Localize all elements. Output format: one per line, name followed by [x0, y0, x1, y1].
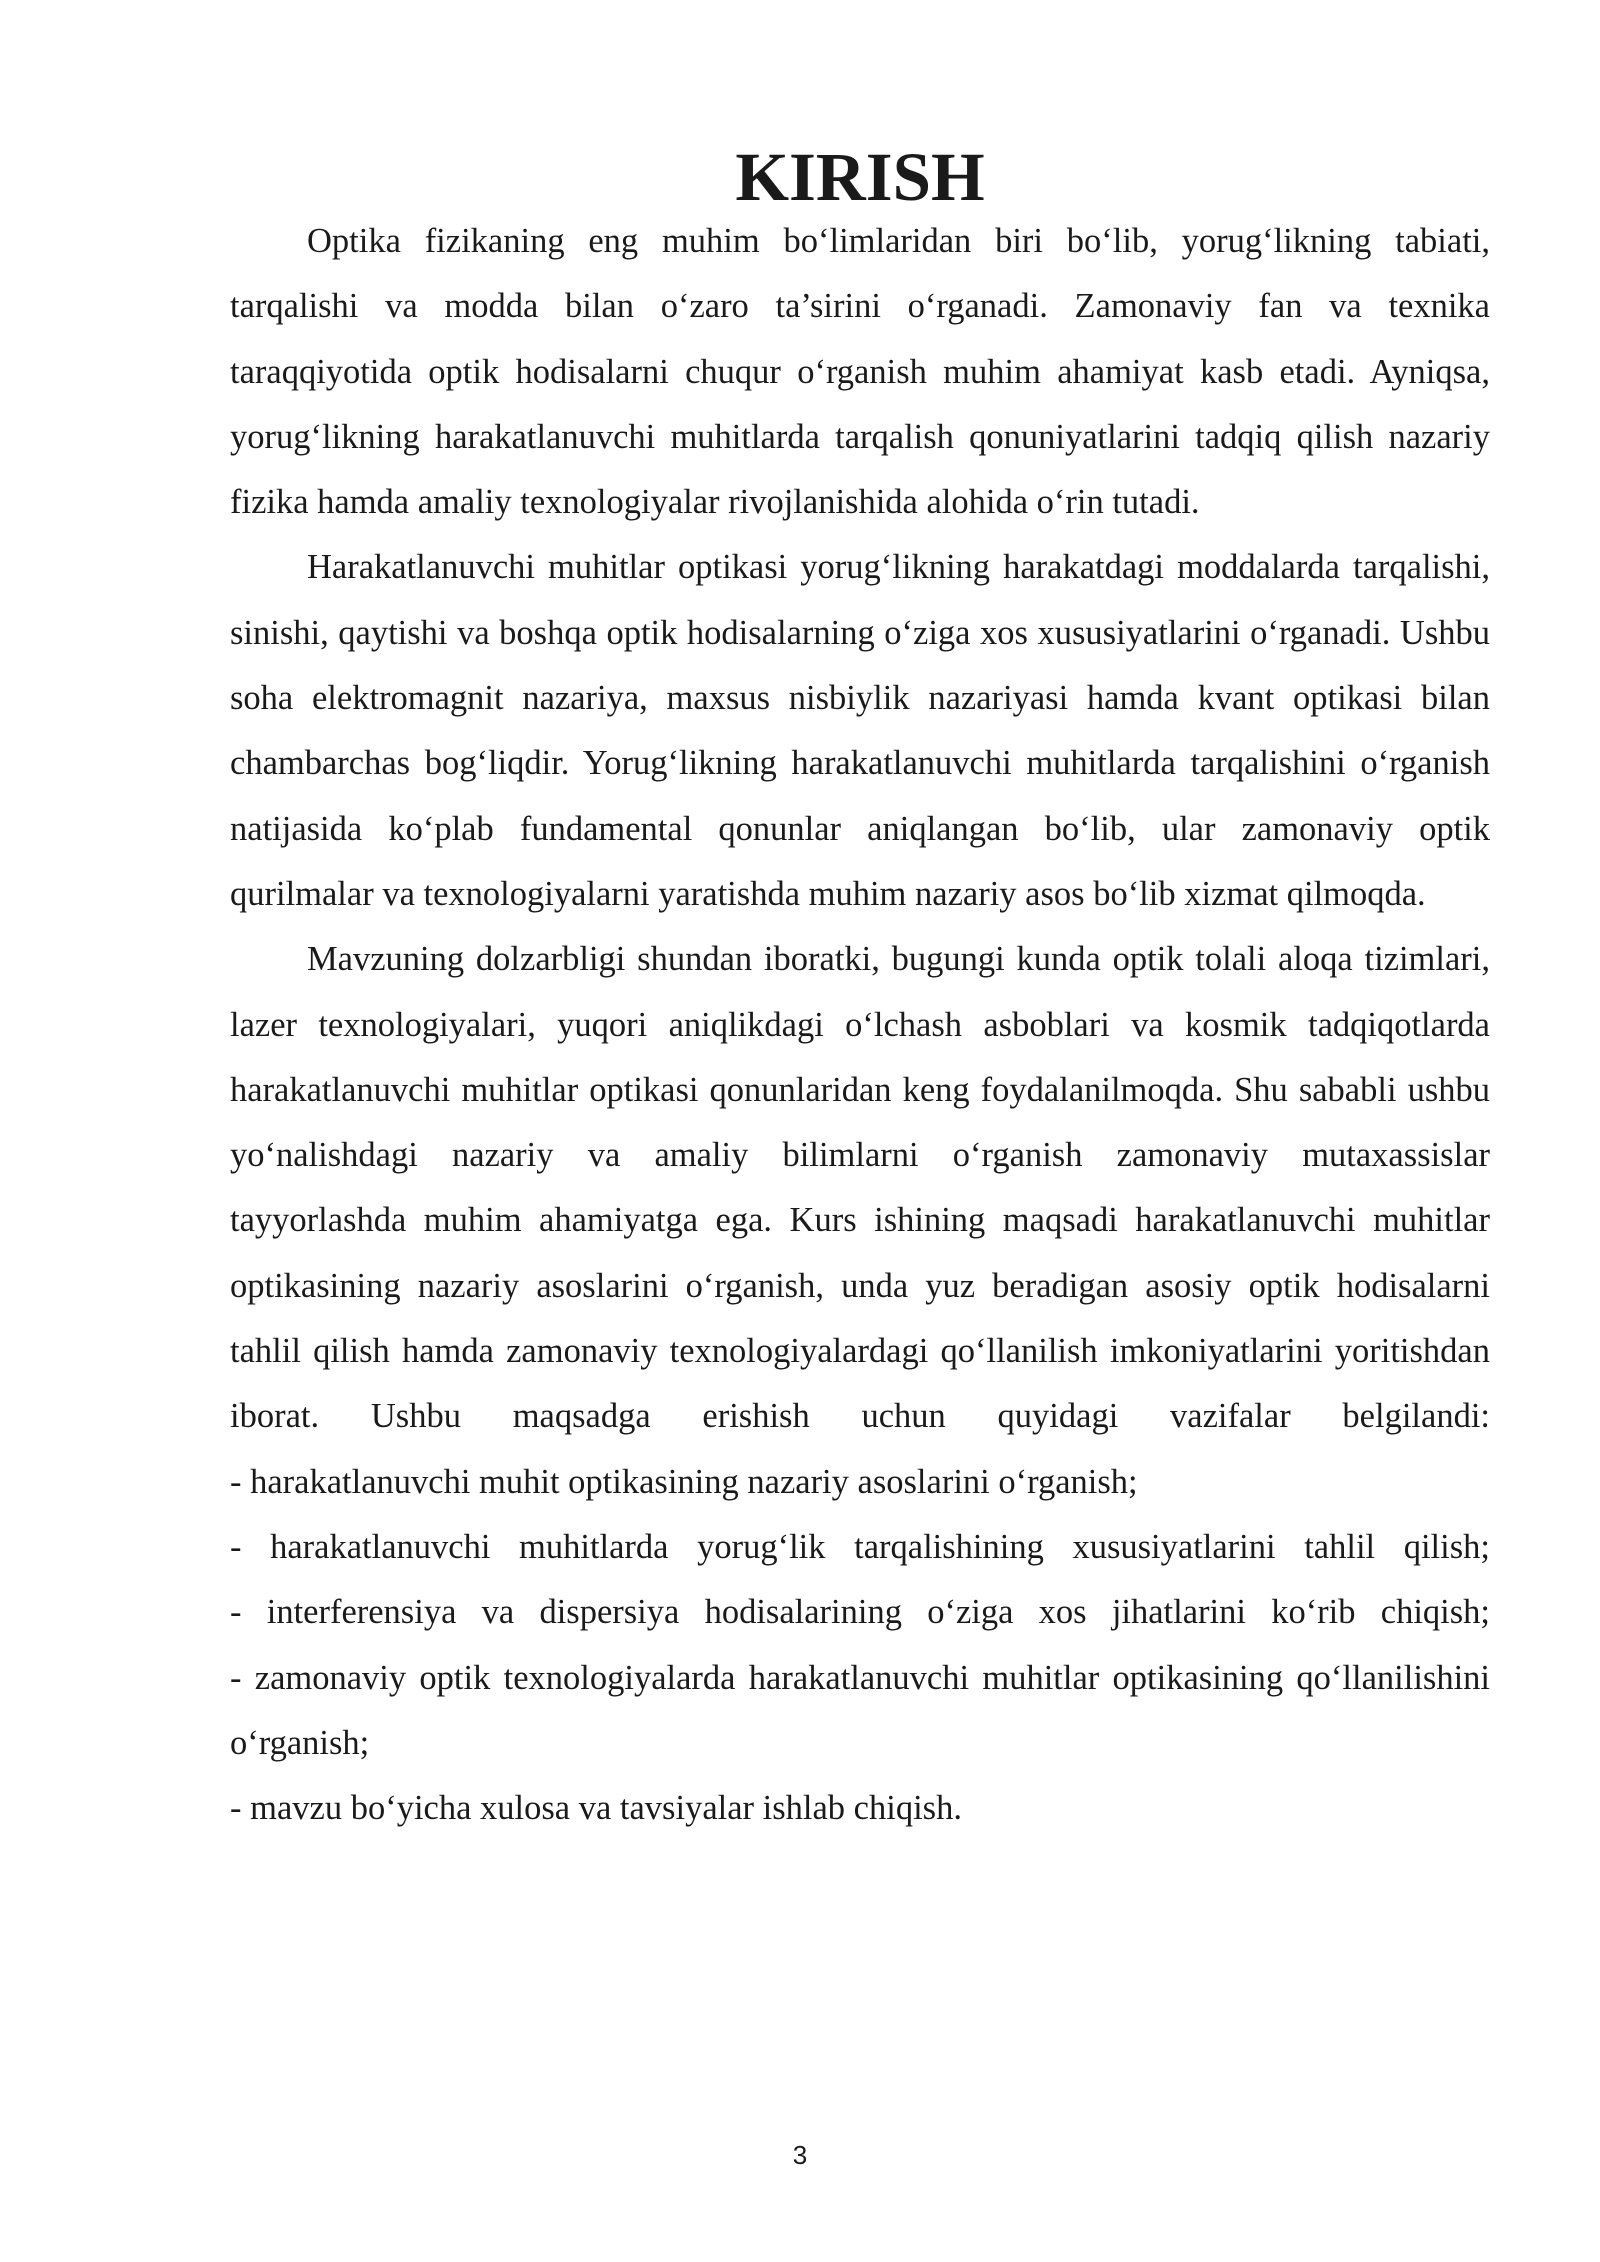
task-item: - harakatlanuvchi muhit optikasining nazariy asoslarini o‘rganish; [230, 1462, 1138, 1501]
intro-paragraph-3: Mavzuning dolzarbligi shundan iboratki, bugungi kunda optik tolali aloqa tizimlari, lazer texnologiyalari, yuqori aniqlikdagi o‘lchash asboblari va kosmik tadqiqotlarda harakatlanuvchi muhitlar optikasi qonunlaridan keng foydalanilmoqda. Shu sababli ushbu yo‘nalishdagi nazariy va amaliy bilimlarni o‘rganish zamonaviy mutaxassislar tayyorlashda muhim ahamiyatga ega. Kurs ishining maqsadi harakatlanuvchi muhitlar optikasining nazariy asoslarini o‘rganish, unda yuz beradigan asosiy optik hodisalarni tahlil qilish hamda zamonaviy texnologiyalardagi qo‘llanilish imkoniyatlarini yoritishdan iborat. Ushbu maqsadga erishish uchun quyidagi vazifalar belgilandi: [230, 940, 1490, 1436]
task-item: - zamonaviy optik texnologiyalarda harakatlanuvchi muhitlar optikasining qo‘llanilishini o‘rganish; [230, 1658, 1490, 1762]
page-body [230, 139, 1490, 1841]
intro-paragraph-1: Optika fizikaning eng muhim bo‘limlaridan biri bo‘lib, yorug‘likning tabiati, tarqalishi va modda bilan o‘zaro ta’sirini o‘rganadi. Zamonaviy fan va texnika taraqqiyotida optik hodisalarni chuqur o‘rganish muhim ahamiyat kasb etadi. Ayniqsa, yorug‘likning harakatlanuvchi muhitlarda tarqalish qonuniyatlarini tadqiq qilish nazariy fizika hamda amaliy texnologiyalar rivojlanishida alohida o‘rin tutadi. [230, 222, 1490, 522]
page-number: 3 [792, 2140, 808, 2170]
page-title: KIRISH [735, 139, 985, 215]
task-item: - mavzu bo‘yicha xulosa va tavsiyalar ishlab chiqish. [230, 1789, 962, 1828]
task-item: - harakatlanuvchi muhitlarda yorug‘lik tarqalishining xususiyatlarini tahlil qilish; [230, 1527, 1490, 1566]
task-item: - interferensiya va dispersiya hodisalarining o‘ziga xos jihatlarini ko‘rib chiqish; [230, 1593, 1490, 1632]
intro-paragraph-2: Harakatlanuvchi muhitlar optikasi yorug‘likning harakatdagi moddalarda tarqalishi, sinishi, qaytishi va boshqa optik hodisalarning o‘ziga xos xususiyatlarini o‘rganadi. Ushbu soha elektromagnit nazariya, maxsus nisbiylik nazariyasi hamda kvant optikasi bilan chambarchas bog‘liqdir. Yorug‘likning harakatlanuvchi muhitlarda tarqalishini o‘rganish natijasida ko‘plab fundamental qonunlar aniqlangan bo‘lib, ular zamonaviy optik qurilmalar va texnologiyalarni yaratishda muhim nazariy asos bo‘lib xizmat qilmoqda. [230, 548, 1490, 913]
tasks-list [230, 1450, 1490, 1842]
